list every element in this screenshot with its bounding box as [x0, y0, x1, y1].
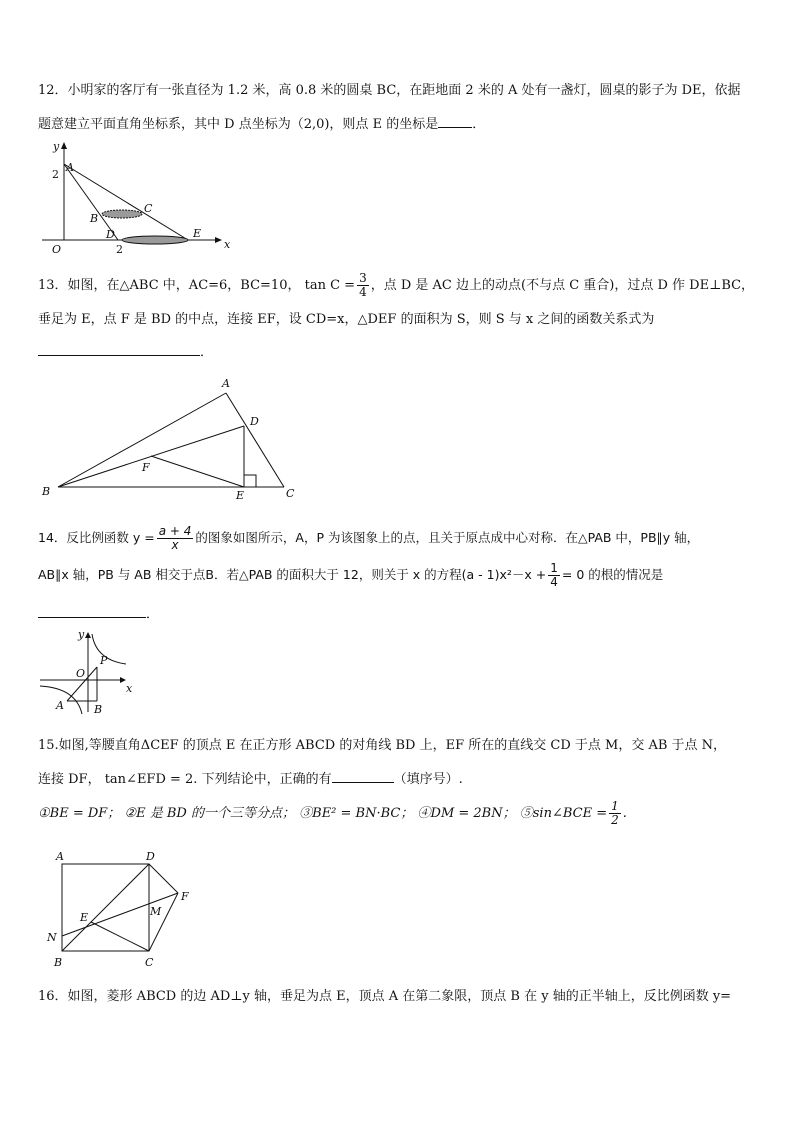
q13-line1	[38, 272, 754, 299]
q12-label-2x: 2	[116, 243, 123, 256]
q14-label-x: x	[126, 682, 133, 695]
q15-segment-DF	[149, 864, 178, 893]
q12-y-arrow	[61, 142, 67, 149]
q15-c5-end: .	[622, 806, 627, 821]
q15-c5: sin∠BCE =	[532, 806, 608, 821]
q13-right-angle-mark	[244, 475, 256, 487]
q15-segment-EC	[91, 922, 149, 951]
q12-line2-text: 题意建立平面直角坐标系，其中 D 点坐标为（2,0)，则点 E 的坐标是	[38, 117, 439, 132]
q15-c5-num-val: 1	[611, 799, 619, 813]
q14-end: ．	[146, 607, 160, 622]
q15-label-B: B	[54, 956, 63, 969]
q15-c1-num: ①	[38, 806, 50, 821]
q15-c5-fraction	[609, 800, 621, 827]
q13-label-D: D	[250, 415, 259, 428]
q14-line2a: AB∥x 轴，PB 与 AB 相交于点B．若△PAB 的面积大于 12，则关于 x 的方程(a - 1)x²－x +	[38, 567, 547, 582]
q12-line-AE	[64, 164, 188, 240]
q15-c1: BE = DF；	[49, 806, 121, 821]
q13-answer-blank	[38, 342, 200, 356]
q13-tan-label: tan C =	[304, 278, 356, 293]
q14-label-B: B	[94, 703, 103, 716]
q12-label-D: D	[106, 228, 115, 241]
q13-tan-num: 3	[359, 271, 367, 285]
q13-line3	[38, 342, 213, 362]
q14-label-y: y	[78, 628, 85, 641]
q12-label-B: B	[90, 212, 99, 225]
q13-line2: 垂足为 E，点 F 是 BD 的中点，连接 EF，设 CD=x，△DEF 的面积为 S，则 S 与 x 之间的函数关系式为	[38, 312, 655, 327]
q15-c5-num: ⑤	[519, 806, 533, 821]
q14-part2: 的图象如图所示，A，P 为该图象上的点，且关于原点成中心对称．在△PAB 中，PB∥y 轴，	[195, 530, 700, 545]
q12-label-y: y	[53, 140, 60, 153]
q15-line2-text: 连接 DF， tan∠EFD = 2. 下列结论中，正确的有	[38, 772, 332, 787]
q15-c3-num: ③	[299, 806, 313, 821]
q12-label-C: C	[144, 202, 153, 215]
q13-label-E: E	[236, 489, 245, 502]
q15-c3: BE² = BN·BC；	[312, 806, 414, 821]
q15-c4: DM = 2BN；	[430, 806, 516, 821]
q15-line2	[38, 769, 463, 789]
q12-line2	[38, 114, 485, 134]
q14-fraction	[157, 525, 194, 552]
q15-line1: 15.如图,等腰直角ΔCEF 的顶点 E 在正方形 ABCD 的对角线 BD 上，EF 所在的直线交 CD 于点 M，交 AB 于点 N，	[38, 738, 727, 753]
q12-answer-blank	[438, 114, 472, 128]
q12-table-top	[102, 210, 142, 218]
q14-y-arrow	[85, 632, 91, 638]
q13-tan-den: 4	[359, 285, 367, 299]
q15-c2-num: ②	[124, 806, 137, 821]
q12-x-arrow	[215, 237, 222, 243]
q14-line2	[38, 560, 663, 590]
q13-label-A: A	[222, 377, 230, 390]
q15-line2-end: （填序号）.	[393, 772, 463, 787]
q14-label-P: P	[100, 654, 108, 667]
q13-label-B: B	[42, 485, 51, 498]
q15-label-F: F	[181, 890, 189, 903]
q15-diagonal-BD	[62, 864, 149, 951]
q15-c5-den-val: 2	[611, 813, 619, 827]
q14-line1	[38, 524, 699, 552]
q12-label-x: x	[224, 238, 231, 251]
q15-label-M: M	[150, 905, 162, 918]
q15-label-D: D	[146, 850, 155, 863]
q14-frac-den: x	[171, 538, 179, 552]
q14-figure	[38, 630, 148, 720]
q15-choices	[38, 797, 627, 831]
q13-label-F: F	[142, 461, 150, 474]
q14-line2b: = 0 的根的情况是	[561, 567, 664, 582]
q12-label-2y: 2	[52, 168, 59, 181]
q12-label-O: O	[52, 243, 62, 256]
q15-figure	[42, 846, 202, 971]
q13-end: ．	[200, 345, 214, 360]
q14-q-den: 4	[550, 575, 558, 589]
q15-label-A: A	[56, 850, 64, 863]
q15-answer-blank	[332, 769, 394, 783]
q15-c2: E 是 BD 的一个三等分点；	[136, 806, 295, 821]
q16-line1: 16．如图，菱形 ABCD 的边 AD⊥y 轴，垂足为点 E，顶点 A 在第二象限，顶点 B 在 y 轴的正半轴上，反比例函数 y=	[38, 989, 732, 1004]
q14-hyperbola-branch-1	[92, 634, 126, 664]
q14-label-O: O	[76, 667, 86, 680]
q13-segment-EF	[151, 456, 244, 487]
q13-part1: 13．如图，在△ABC 中，AC=6，BC=10，	[38, 278, 301, 293]
q15-c4-num: ④	[417, 806, 431, 821]
q12-end: ．	[472, 117, 486, 132]
q14-label-A: A	[56, 699, 64, 712]
q13-label-C: C	[286, 487, 295, 500]
q14-quarter	[548, 562, 560, 589]
q12-line1: 12．小明家的客厅有一张直径为 1.2 米，高 0.8 米的圆桌 BC，在距地面 2 米的 A 处有一盏灯，圆桌的影子为 DE，依据	[38, 83, 741, 98]
q12-shadow-DE	[122, 236, 188, 244]
q14-q-num: 1	[550, 561, 558, 575]
q13-figure	[38, 375, 318, 502]
q14-part1: 14．反比例函数 y =	[38, 530, 155, 545]
q12-label-A: A	[66, 161, 74, 174]
q15-label-E: E	[80, 911, 89, 924]
q13-part2: ，点 D 是 AC 边上的动点(不与点 C 重合)，过点 D 作 DE⊥BC，	[370, 278, 755, 293]
q14-frac-num: a + 4	[158, 524, 192, 538]
q12-label-E: E	[193, 227, 202, 240]
q15-label-C: C	[145, 956, 154, 969]
q15-label-N: N	[47, 931, 57, 944]
q14-answer-blank	[38, 604, 146, 618]
q13-side-AC	[226, 393, 284, 487]
q12-figure	[38, 140, 238, 255]
q13-tan-fraction	[357, 272, 369, 299]
q14-line3	[38, 604, 159, 624]
